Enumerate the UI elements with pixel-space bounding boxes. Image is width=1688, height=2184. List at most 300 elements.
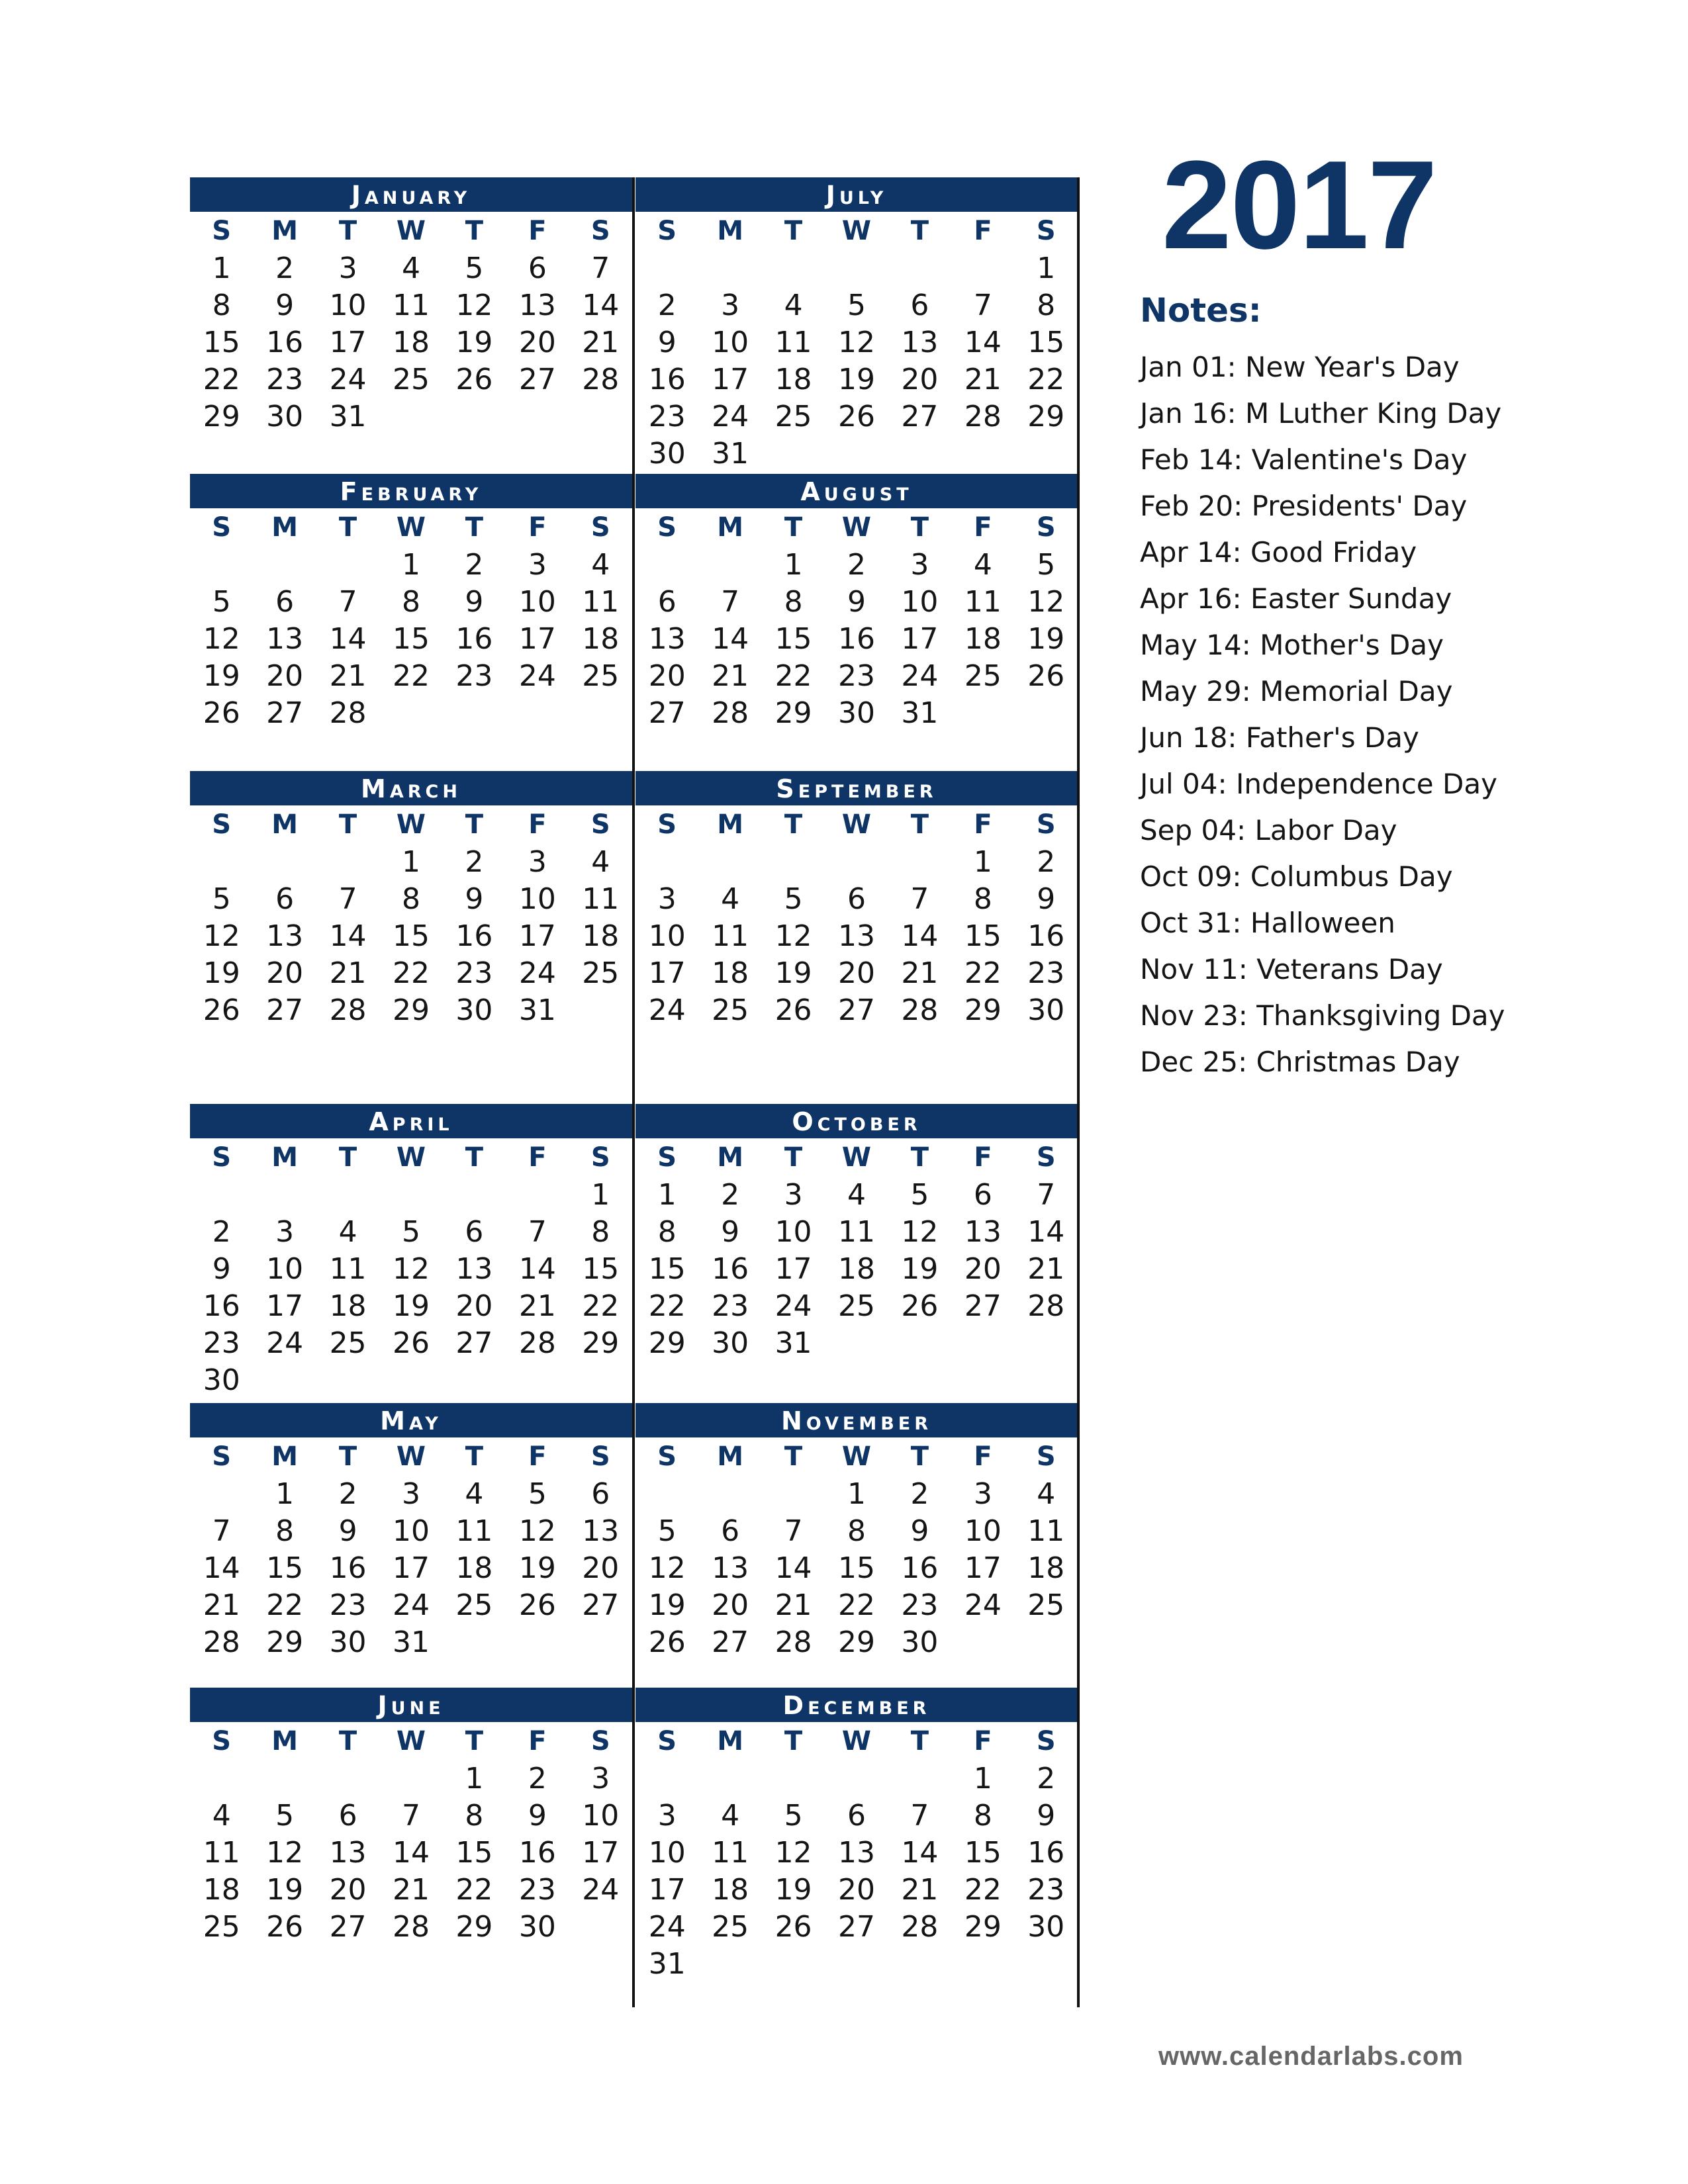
day-cell: 6 <box>721 1514 740 1548</box>
day-cell: 13 <box>964 1215 1002 1249</box>
weekday-label: W <box>841 809 872 840</box>
weekday-label: S <box>212 1142 232 1173</box>
weekday-label: S <box>212 216 232 246</box>
day-cell: 19 <box>1027 622 1065 656</box>
day-cell: 21 <box>1027 1252 1065 1286</box>
day-cell: 10 <box>392 1514 430 1548</box>
day-cell: 30 <box>648 437 686 471</box>
day-cell: 10 <box>774 1215 812 1249</box>
day-cell: 25 <box>582 659 620 693</box>
month-grid <box>635 1138 1078 1362</box>
day-cell: 8 <box>657 1215 677 1249</box>
day-cell: 6 <box>973 1178 992 1212</box>
month-february <box>190 474 632 732</box>
day-cell: 16 <box>1027 1836 1065 1870</box>
day-cell: 12 <box>392 1252 430 1286</box>
day-cell: 31 <box>518 993 556 1027</box>
day-cell: 4 <box>721 1799 740 1833</box>
weekday-label: S <box>657 1441 677 1472</box>
weekday-label: M <box>271 216 299 246</box>
day-cell: 14 <box>392 1836 430 1870</box>
day-cell: 29 <box>266 1625 304 1659</box>
notes-heading: Notes: <box>1140 291 1262 330</box>
day-cell: 13 <box>837 919 875 953</box>
empty-cell <box>635 1476 698 1513</box>
day-cell: 12 <box>203 622 240 656</box>
day-cell: 22 <box>392 659 430 693</box>
day-cell: 8 <box>212 289 231 322</box>
day-cell: 12 <box>1027 585 1065 619</box>
weekday-label: F <box>974 1441 992 1472</box>
month-grid <box>635 1437 1078 1661</box>
day-cell: 18 <box>582 622 620 656</box>
day-cell: 6 <box>528 251 547 285</box>
weekday-label: W <box>396 512 426 543</box>
day-cell: 13 <box>901 326 939 359</box>
day-cell: 16 <box>518 1836 556 1870</box>
day-cell: 23 <box>901 1588 939 1622</box>
weekday-label: T <box>338 1441 357 1472</box>
day-cell: 19 <box>203 956 240 990</box>
day-cell: 27 <box>837 993 875 1027</box>
month-grid <box>190 508 632 732</box>
weekday-label: S <box>657 512 677 543</box>
month-november <box>635 1403 1078 1661</box>
day-cell: 7 <box>910 882 929 916</box>
day-cell: 16 <box>455 919 493 953</box>
month-april <box>190 1104 632 1399</box>
day-cell: 22 <box>203 363 240 396</box>
weekday-label: S <box>657 1726 677 1756</box>
day-cell: 23 <box>712 1289 749 1323</box>
month-grid <box>635 1722 1078 1983</box>
weekday-label: S <box>1036 809 1056 840</box>
empty-cell <box>762 1760 825 1797</box>
day-cell: 22 <box>582 1289 620 1323</box>
day-cell: 2 <box>1037 1762 1056 1796</box>
weekday-label: W <box>841 1142 872 1173</box>
weekday-label: M <box>717 512 744 543</box>
weekday-label: W <box>841 512 872 543</box>
empty-cell <box>253 1177 316 1214</box>
day-cell: 12 <box>203 919 240 953</box>
day-cell: 25 <box>712 1910 749 1944</box>
day-cell: 7 <box>338 585 357 619</box>
day-cell: 14 <box>203 1551 240 1585</box>
day-cell: 22 <box>266 1588 304 1622</box>
day-cell: 17 <box>648 956 686 990</box>
weekday-label: T <box>465 216 484 246</box>
weekday-label: T <box>465 1726 484 1756</box>
day-cell: 10 <box>329 289 367 322</box>
weekday-label: S <box>657 216 677 246</box>
day-cell: 20 <box>837 1873 875 1907</box>
day-cell: 14 <box>518 1252 556 1286</box>
day-cell: 6 <box>847 1799 866 1833</box>
weekday-label: W <box>841 1441 872 1472</box>
day-cell: 11 <box>712 919 749 953</box>
day-cell: 17 <box>392 1551 430 1585</box>
month-header: February <box>190 474 632 508</box>
day-cell: 16 <box>455 622 493 656</box>
weekday-label: M <box>271 1441 299 1472</box>
day-cell: 9 <box>657 326 677 359</box>
weekday-label: S <box>590 1441 610 1472</box>
weekday-label: S <box>590 216 610 246</box>
holiday-note: Nov 23: Thanksgiving Day <box>1140 999 1505 1032</box>
day-cell: 16 <box>266 326 304 359</box>
weekday-label: T <box>910 809 929 840</box>
weekday-label: F <box>974 512 992 543</box>
empty-cell <box>253 844 316 881</box>
day-cell: 11 <box>455 1514 493 1548</box>
day-cell: 27 <box>837 1910 875 1944</box>
day-cell: 15 <box>648 1252 686 1286</box>
day-cell: 15 <box>837 1551 875 1585</box>
day-cell: 29 <box>1027 400 1065 433</box>
day-cell: 23 <box>1027 1873 1065 1907</box>
day-cell: 15 <box>582 1252 620 1286</box>
day-cell: 3 <box>528 845 547 879</box>
weekday-label: F <box>974 1142 992 1173</box>
day-cell: 26 <box>648 1625 686 1659</box>
weekday-label: T <box>338 1142 357 1173</box>
day-cell: 8 <box>784 585 803 619</box>
empty-cell <box>635 1760 698 1797</box>
weekday-label: M <box>271 512 299 543</box>
day-cell: 10 <box>582 1799 620 1833</box>
day-cell: 12 <box>901 1215 939 1249</box>
day-cell: 7 <box>721 585 740 619</box>
day-cell: 16 <box>329 1551 367 1585</box>
holiday-note: Feb 14: Valentine's Day <box>1140 443 1468 476</box>
month-july <box>635 177 1078 473</box>
holiday-note: Dec 25: Christmas Day <box>1140 1046 1460 1078</box>
weekday-label: M <box>717 1441 744 1472</box>
day-cell: 19 <box>901 1252 939 1286</box>
holiday-note: Nov 11: Veterans Day <box>1140 953 1443 985</box>
weekday-label: W <box>396 1142 426 1173</box>
day-cell: 28 <box>329 993 367 1027</box>
day-cell: 7 <box>401 1799 420 1833</box>
day-cell: 15 <box>392 622 430 656</box>
day-cell: 21 <box>329 659 367 693</box>
day-cell: 20 <box>266 956 304 990</box>
day-cell: 11 <box>1027 1514 1065 1548</box>
day-cell: 5 <box>401 1215 420 1249</box>
day-cell: 7 <box>338 882 357 916</box>
day-cell: 20 <box>582 1551 620 1585</box>
day-cell: 5 <box>528 1477 547 1511</box>
weekday-label: M <box>717 216 744 246</box>
day-cell: 7 <box>212 1514 231 1548</box>
day-cell: 18 <box>329 1289 367 1323</box>
year-title: 2017 <box>1162 135 1436 275</box>
day-cell: 27 <box>266 993 304 1027</box>
day-cell: 6 <box>657 585 677 619</box>
day-cell: 13 <box>582 1514 620 1548</box>
empty-cell <box>888 1760 951 1797</box>
day-cell: 6 <box>910 289 929 322</box>
day-cell: 16 <box>901 1551 939 1585</box>
day-cell: 22 <box>964 956 1002 990</box>
month-january <box>190 177 632 435</box>
day-cell: 27 <box>329 1910 367 1944</box>
weekday-label: W <box>841 1726 872 1756</box>
day-cell: 15 <box>1027 326 1065 359</box>
day-cell: 26 <box>901 1289 939 1323</box>
empty-cell <box>316 547 379 584</box>
day-cell: 18 <box>1027 1551 1065 1585</box>
day-cell: 3 <box>657 1799 677 1833</box>
holiday-note: Jan 01: New Year's Day <box>1140 351 1460 383</box>
day-cell: 4 <box>1037 1477 1056 1511</box>
empty-cell <box>506 1177 569 1214</box>
weekday-label: T <box>784 1142 803 1173</box>
day-cell: 24 <box>964 1588 1002 1622</box>
weekday-label: F <box>528 512 547 543</box>
day-cell: 26 <box>518 1588 556 1622</box>
day-cell: 22 <box>455 1873 493 1907</box>
empty-cell <box>888 250 951 287</box>
day-cell: 9 <box>721 1215 740 1249</box>
empty-cell <box>635 250 698 287</box>
empty-cell <box>190 1476 253 1513</box>
weekday-label: T <box>784 1441 803 1472</box>
day-cell: 20 <box>648 659 686 693</box>
day-cell: 1 <box>784 548 803 582</box>
day-cell: 19 <box>392 1289 430 1323</box>
day-cell: 4 <box>338 1215 357 1249</box>
empty-cell <box>698 250 761 287</box>
day-cell: 1 <box>591 1178 610 1212</box>
empty-cell <box>443 1177 506 1214</box>
day-cell: 17 <box>901 622 939 656</box>
day-cell: 10 <box>266 1252 304 1286</box>
day-cell: 25 <box>329 1326 367 1360</box>
day-cell: 1 <box>657 1178 677 1212</box>
day-cell: 29 <box>648 1326 686 1360</box>
day-cell: 18 <box>712 956 749 990</box>
weekday-label: T <box>465 1441 484 1472</box>
day-cell: 18 <box>837 1252 875 1286</box>
day-cell: 6 <box>465 1215 484 1249</box>
day-cell: 16 <box>648 363 686 396</box>
day-cell: 8 <box>401 585 420 619</box>
holiday-note: Jul 04: Independence Day <box>1140 768 1497 800</box>
day-cell: 13 <box>266 919 304 953</box>
day-cell: 2 <box>212 1215 231 1249</box>
day-cell: 23 <box>455 956 493 990</box>
weekday-label: S <box>212 1441 232 1472</box>
day-cell: 14 <box>774 1551 812 1585</box>
day-cell: 29 <box>774 696 812 730</box>
day-cell: 28 <box>518 1326 556 1360</box>
weekday-label: T <box>465 512 484 543</box>
day-cell: 25 <box>203 1910 240 1944</box>
holiday-note: Sep 04: Labor Day <box>1140 814 1397 846</box>
day-cell: 8 <box>591 1215 610 1249</box>
day-cell: 8 <box>847 1514 866 1548</box>
month-header: July <box>635 177 1078 212</box>
month-september <box>635 771 1078 1029</box>
day-cell: 18 <box>455 1551 493 1585</box>
weekday-label: M <box>717 1726 744 1756</box>
day-cell: 21 <box>774 1588 812 1622</box>
day-cell: 28 <box>329 696 367 730</box>
day-cell: 12 <box>518 1514 556 1548</box>
weekday-label: T <box>338 216 357 246</box>
day-cell: 9 <box>275 289 295 322</box>
day-cell: 18 <box>582 919 620 953</box>
day-cell: 25 <box>774 400 812 433</box>
day-cell: 23 <box>648 400 686 433</box>
day-cell: 20 <box>837 956 875 990</box>
day-cell: 3 <box>657 882 677 916</box>
day-cell: 2 <box>847 548 866 582</box>
day-cell: 30 <box>518 1910 556 1944</box>
day-cell: 11 <box>582 882 620 916</box>
day-cell: 23 <box>455 659 493 693</box>
day-cell: 11 <box>712 1836 749 1870</box>
day-cell: 23 <box>266 363 304 396</box>
day-cell: 25 <box>392 363 430 396</box>
day-cell: 15 <box>774 622 812 656</box>
month-grid <box>635 508 1078 732</box>
day-cell: 18 <box>774 363 812 396</box>
empty-cell <box>888 844 951 881</box>
day-cell: 31 <box>392 1625 430 1659</box>
month-march <box>190 771 632 1029</box>
day-cell: 27 <box>582 1588 620 1622</box>
holiday-note: Jun 18: Father's Day <box>1140 721 1419 754</box>
day-cell: 10 <box>518 882 556 916</box>
day-cell: 1 <box>465 1762 484 1796</box>
empty-cell <box>316 1177 379 1214</box>
month-grid <box>190 212 632 435</box>
day-cell: 17 <box>329 326 367 359</box>
day-cell: 17 <box>648 1873 686 1907</box>
empty-cell <box>253 547 316 584</box>
day-cell: 27 <box>455 1326 493 1360</box>
weekday-label: S <box>1036 512 1056 543</box>
weekday-label: S <box>590 1726 610 1756</box>
weekday-label: T <box>910 1726 929 1756</box>
day-cell: 22 <box>648 1289 686 1323</box>
day-cell: 30 <box>837 696 875 730</box>
month-header: June <box>190 1688 632 1722</box>
day-cell: 7 <box>1037 1178 1056 1212</box>
empty-cell <box>825 844 888 881</box>
day-cell: 1 <box>212 251 231 285</box>
day-cell: 27 <box>901 400 939 433</box>
day-cell: 11 <box>203 1836 240 1870</box>
day-cell: 24 <box>582 1873 620 1907</box>
day-cell: 9 <box>465 882 484 916</box>
day-cell: 7 <box>591 251 610 285</box>
day-cell: 30 <box>712 1326 749 1360</box>
empty-cell <box>762 1476 825 1513</box>
weekday-label: T <box>784 512 803 543</box>
website-footer: www.calendarlabs.com <box>1158 2042 1464 2071</box>
day-cell: 3 <box>591 1762 610 1796</box>
day-cell: 21 <box>901 1873 939 1907</box>
day-cell: 18 <box>964 622 1002 656</box>
day-cell: 6 <box>275 585 295 619</box>
weekday-label: F <box>528 1441 547 1472</box>
day-cell: 14 <box>1027 1215 1065 1249</box>
day-cell: 6 <box>338 1799 357 1833</box>
day-cell: 14 <box>901 919 939 953</box>
day-cell: 2 <box>465 845 484 879</box>
day-cell: 24 <box>518 956 556 990</box>
day-cell: 24 <box>518 659 556 693</box>
day-cell: 9 <box>1037 882 1056 916</box>
weekday-label: F <box>974 809 992 840</box>
day-cell: 2 <box>721 1178 740 1212</box>
day-cell: 14 <box>901 1836 939 1870</box>
day-cell: 9 <box>910 1514 929 1548</box>
day-cell: 8 <box>275 1514 295 1548</box>
day-cell: 19 <box>648 1588 686 1622</box>
day-cell: 17 <box>582 1836 620 1870</box>
day-cell: 30 <box>1027 993 1065 1027</box>
day-cell: 13 <box>648 622 686 656</box>
weekday-label: W <box>396 1441 426 1472</box>
month-grid <box>190 1437 632 1661</box>
empty-cell <box>825 1760 888 1797</box>
day-cell: 2 <box>528 1762 547 1796</box>
day-cell: 31 <box>712 437 749 471</box>
weekday-label: T <box>338 1726 357 1756</box>
weekday-label: T <box>338 512 357 543</box>
month-header: December <box>635 1688 1078 1722</box>
month-june <box>190 1688 632 1946</box>
weekday-label: T <box>465 809 484 840</box>
day-cell: 20 <box>901 363 939 396</box>
holiday-notes-list <box>1140 344 1505 1085</box>
day-cell: 5 <box>212 882 231 916</box>
day-cell: 29 <box>203 400 240 433</box>
day-cell: 28 <box>901 1910 939 1944</box>
holiday-note: May 29: Memorial Day <box>1140 675 1453 707</box>
day-cell: 14 <box>329 919 367 953</box>
weekday-label: S <box>212 809 232 840</box>
day-cell: 6 <box>275 882 295 916</box>
holiday-note: May 14: Mother's Day <box>1140 629 1444 661</box>
day-cell: 26 <box>1027 659 1065 693</box>
month-header: April <box>190 1104 632 1138</box>
day-cell: 4 <box>591 548 610 582</box>
day-cell: 23 <box>203 1326 240 1360</box>
day-cell: 29 <box>964 1910 1002 1944</box>
weekday-label: S <box>212 1726 232 1756</box>
day-cell: 15 <box>266 1551 304 1585</box>
day-cell: 29 <box>837 1625 875 1659</box>
weekday-label: T <box>784 809 803 840</box>
empty-cell <box>698 844 761 881</box>
day-cell: 5 <box>212 585 231 619</box>
day-cell: 3 <box>528 548 547 582</box>
day-cell: 4 <box>847 1178 866 1212</box>
day-cell: 5 <box>784 882 803 916</box>
day-cell: 15 <box>203 326 240 359</box>
holiday-note: Oct 31: Halloween <box>1140 907 1395 939</box>
weekday-label: T <box>338 809 357 840</box>
day-cell: 2 <box>657 289 677 322</box>
day-cell: 12 <box>837 326 875 359</box>
day-cell: 30 <box>1027 1910 1065 1944</box>
